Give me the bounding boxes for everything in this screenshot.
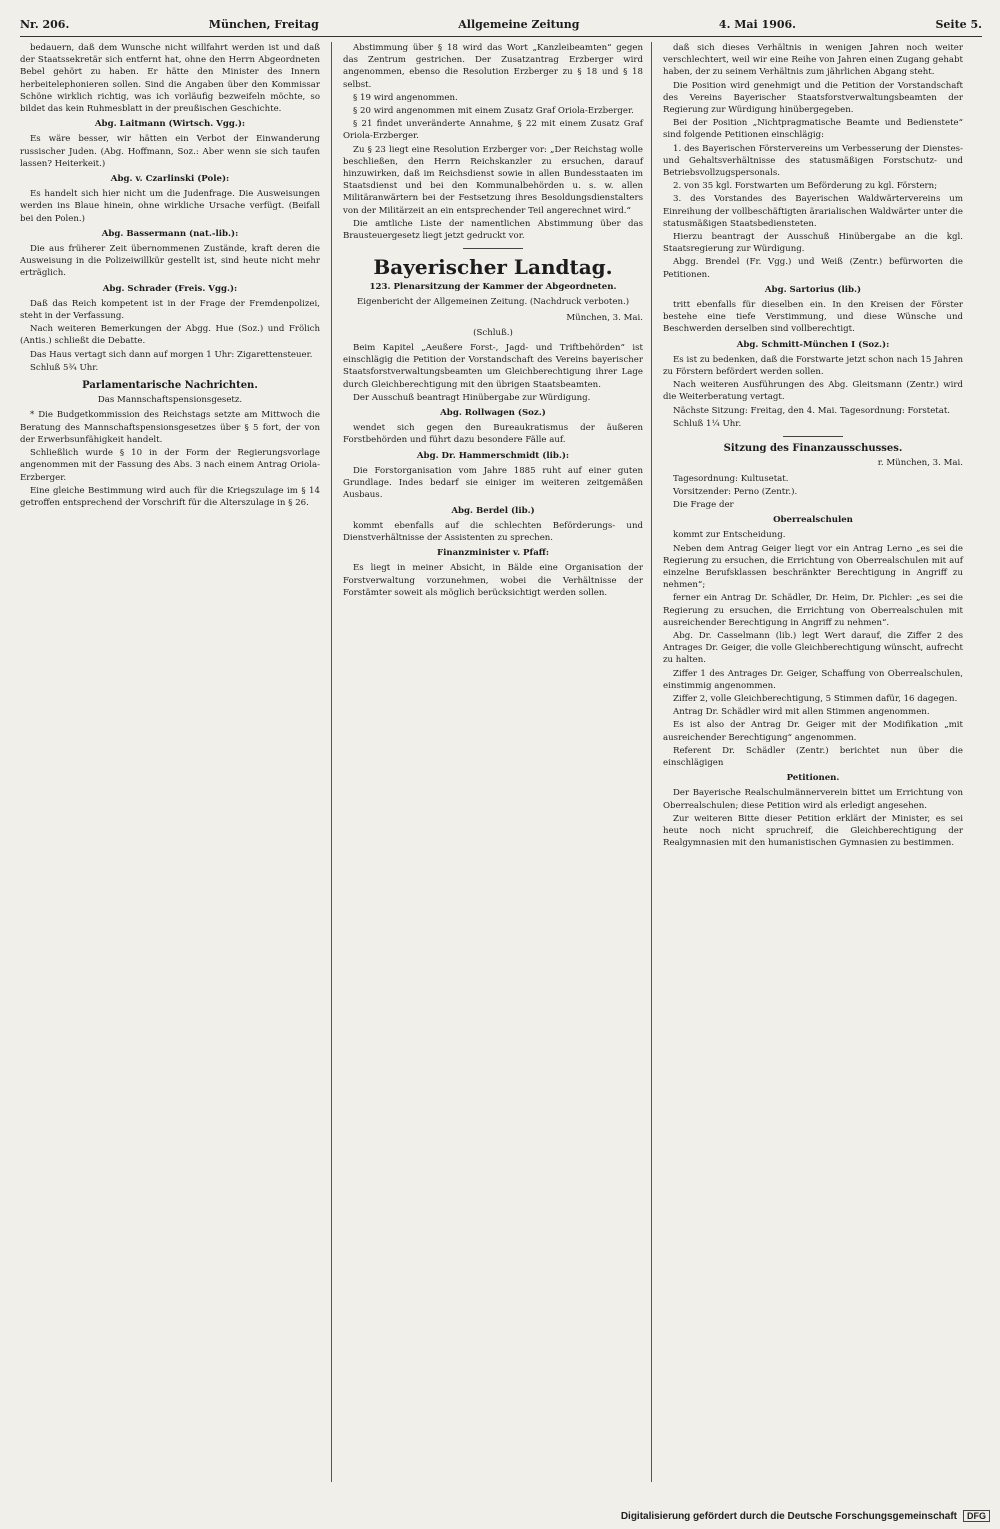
dfg-logo: DFG	[963, 1510, 990, 1522]
paragraph: Schließlich wurde § 10 in der Form der Regierungsvorlage angenommen mit der Fassung des Abs. 3 nach einem Antrag Oriola-Erzberger.	[20, 448, 320, 483]
digitization-footer	[600, 1506, 990, 1526]
column-1	[20, 42, 320, 510]
speaker-heading: Abg. Berdel (lib.)	[451, 505, 535, 516]
paragraph: § 21 findet unveränderte Annahme, § 22 mit einem Zusatz Graf Oriola-Erzberger.	[343, 119, 643, 142]
section-subheading: Das Mannschaftspensionsgesetz.	[97, 395, 243, 406]
report-note: Eigenbericht der Allgemeinen Zeitung. (Nachdruck verboten.)	[356, 297, 630, 308]
speaker-heading: Abg. Bassermann (nat.-lib.):	[101, 228, 239, 239]
paragraph: § 19 wird angenommen.	[353, 92, 458, 103]
paragraph: Es ist also der Antrag Dr. Geiger mit der Modifikation „mit ausreichender Berechtigung“ angenommen.	[663, 720, 963, 743]
sitting-heading: 123. Plenarsitzung der Kammer der Abgeordneten.	[369, 282, 617, 293]
paragraph: Abgg. Brendel (Fr. Vgg.) und Weiß (Zentr.) befürworten die Petitionen.	[663, 257, 963, 280]
page-number: Seite 5.	[935, 17, 982, 31]
paragraph: bedauern, daß dem Wunsche nicht willfahrt werden ist und daß der Staatssekretär sich entfernt hat, ohne den Herrn Abgeordneten Bebel gehört zu haben. Er hätte den Minister des Innern herbeitelephonieren sollen. Sind die Angaben über den Kommissar Schöne wirklich richtig, was ich vorläufig bezweifeln möchte, so bildet das kein Ruhmesblatt in der preußischen Geschichte.	[20, 43, 320, 115]
issue-number: Nr. 206.	[20, 17, 70, 31]
paragraph: tritt ebenfalls für dieselben ein. In den Kreisen der Förster bestehe eine tiefe Verstimmung, und diese Wünsche und Beschwerden derselben sind vollberechtigt.	[663, 300, 963, 335]
footer-text: Digitalisierung gefördert durch die Deutsche Forschungsgemeinschaft	[620, 1510, 957, 1522]
paragraph: Vorsitzender: Perno (Zentr.).	[673, 486, 798, 497]
paragraph: Zu § 23 liegt eine Resolution Erzberger vor: „Der Reichstag wolle beschließen, den Herrn Reichskanzler zu ersuchen, darauf hinzuwirken, daß im Reichsdienst sowie in allen Bundesstaaten im Staatsdienst und bei den Kommunalbehörden u. s. w. allen Militäranwärtern bei der Festsetzung ihres Besoldungsdienstalters von der Militärzeit an ein entsprechender Teil angerechnet wird.“	[343, 144, 643, 216]
paragraph: Die aus früherer Zeit übernommenen Zustände, kraft deren die Ausweisung in die Polizeiwillkür gestellt ist, sind heute nicht mehr erträglich.	[20, 244, 320, 279]
paragraph: Antrag Dr. Schädler wird mit allen Stimmen angenommen.	[673, 707, 930, 718]
paragraph: Abg. Dr. Casselmann (lib.) legt Wert darauf, die Ziffer 2 des Antrages Dr. Geiger, die volle Gleichberechtigung wünscht, aufrecht zu halten.	[663, 630, 963, 666]
paragraph: Zur weiteren Bitte dieser Petition erklärt der Minister, es sei heute noch nicht spruchreif, die Gleichberechtigung der Realgymnasien mit den humanistischen Gymnasien zu bestimmen.	[663, 813, 963, 849]
header-rule	[20, 36, 982, 37]
article-title: Bayerischer Landtag.	[373, 255, 613, 280]
dateline: München, 3. Mai.	[566, 312, 643, 323]
paragraph: Beim Kapitel „Aeußere Forst-, Jagd- und Triftbehörden“ ist einschlägig die Petition der Vorstandschaft des Vereins bayerischer Staatsforstverwaltungsbeamten um Gleichberechtigung ihrer Lage durch Gleichberechtigung mit den übrigen Staatsbeamten.	[343, 343, 643, 390]
paragraph: Schluß 1¼ Uhr.	[673, 418, 742, 429]
speaker-heading: Abg. Laitmann (Wirtsch. Vgg.):	[94, 119, 246, 130]
divider	[783, 436, 843, 437]
section-heading: Parlamentarische Nachrichten.	[82, 380, 258, 392]
paragraph: Tagesordnung: Kultusetat.	[673, 473, 789, 484]
paragraph: daß sich dieses Verhältnis in wenigen Jahren noch weiter verschlechtert, weil wir eine Reihe von Jahren einen Zugang gehabt haben, der zu seinem Verhältnis zum jährlichen Abgang steht.	[663, 43, 963, 78]
paragraph: Referent Dr. Schädler (Zentr.) berichtet nun über die einschlägigen	[663, 745, 963, 768]
speaker-heading: Abg. Schrader (Freis. Vgg.):	[102, 283, 238, 294]
divider	[463, 248, 523, 249]
place-date: München, Freitag	[208, 17, 319, 31]
speaker-heading: Abg. Schmitt-München I (Soz.):	[736, 339, 890, 350]
speaker-heading: Abg. v. Czarlinski (Pole):	[110, 174, 230, 185]
continuation-note: (Schluß.)	[473, 327, 513, 338]
paragraph: kommt ebenfalls auf die schlechten Beförderungs- und Dienstverhältnisse der Assistenten zu sprechen.	[343, 520, 643, 543]
paragraph: Es wäre besser, wir hätten ein Verbot der Einwanderung russischer Juden. (Abg. Hoffmann, Soz.: Aber wenn sie sich taufen lassen? Heiterkeit.)	[20, 134, 320, 169]
paragraph: Neben dem Antrag Geiger liegt vor ein Antrag Lerno „es sei die Regierung zu ersuchen, die Errichtung von Oberrealschulen mit auf einzelne Berufsklassen beschränkter Berechtigung in Angriff zu nehmen“;	[663, 543, 963, 591]
speaker-heading: Finanzminister v. Pfaff:	[436, 548, 550, 559]
paragraph: Die amtliche Liste der namentlichen Abstimmung über das Brausteuergesetz liegt jetzt gedruckt vor.	[343, 218, 643, 242]
section-heading: Sitzung des Finanzausschusses.	[723, 443, 903, 455]
column-divider-1	[331, 42, 332, 1482]
paragraph: Ziffer 2, volle Gleichberechtigung, 5 Stimmen dafür, 16 dagegen.	[673, 693, 958, 704]
list-item: 1. des Bayerischen Förstervereins um Verbesserung der Dienstes- und Gehaltsverhältnisse des statusmäßigen Forstschutz- und Betriebsvollzugspersonals.	[663, 143, 963, 179]
paragraph: * Die Budgetkommission des Reichstags setzte am Mittwoch die Beratung des Mannschaftspensionsgesetzes über § 5 fort, der von der Erwerbsunfähigkeit handelt.	[20, 410, 320, 445]
speaker-heading: Abg. Sartorius (lib.)	[764, 284, 862, 295]
paragraph: Schluß 5¾ Uhr.	[30, 362, 99, 373]
newspaper-title: Allgemeine Zeitung	[458, 17, 580, 31]
paragraph: Die Frage der	[673, 499, 734, 510]
paragraph: Es liegt in meiner Absicht, in Bälde eine Organisation der Forstverwaltung vorzunehmen, wobei die Verhältnisse der Forstämter soweit als möglich berücksichtigt werden sollen.	[343, 563, 643, 598]
paragraph: Bei der Position „Nichtpragmatische Beamte und Bedienstete“ sind folgende Petitionen einschlägig:	[663, 118, 963, 141]
column-3	[663, 42, 963, 850]
column-divider-2	[651, 42, 652, 1482]
dateline: r. München, 3. Mai.	[877, 458, 963, 469]
paragraph: Nach weiteren Bemerkungen der Abgg. Hue (Soz.) und Frölich (Antis.) schließt die Debatte.	[20, 324, 320, 347]
paragraph: wendet sich gegen den Bureaukratismus der äußeren Forstbehörden und führt dazu besondere Fälle auf.	[343, 423, 643, 446]
paragraph: Daß das Reich kompetent ist in der Frage der Fremdenpolizei, steht in der Verfassung.	[20, 298, 320, 322]
speaker-heading: Abg. Dr. Hammerschmidt (lib.):	[416, 450, 570, 461]
paragraph: Ziffer 1 des Antrages Dr. Geiger, Schaffung von Oberrealschulen, einstimmig angenommen.	[663, 668, 963, 691]
paragraph: Nach weiteren Ausführungen des Abg. Gleitsmann (Zentr.) wird die Weiterberatung vertagt.	[663, 380, 963, 403]
topic-heading: Petitionen.	[786, 773, 840, 784]
list-item: 2. von 35 kgl. Forstwarten um Beförderung zu kgl. Förstern;	[673, 181, 938, 192]
paragraph: ferner ein Antrag Dr. Schädler, Dr. Heim, Dr. Pichler: „es sei die Regierung zu ersuchen, die Errichtung von Oberrealschulen mit ausreichender Berechtigung in Angriff zu nehmen“.	[663, 593, 963, 628]
column-2	[343, 42, 643, 600]
paragraph: Nächste Sitzung: Freitag, den 4. Mai. Tagesordnung: Forstetat.	[673, 405, 951, 416]
paragraph: Es handelt sich hier nicht um die Judenfrage. Die Ausweisungen werden ins Blaue hinein, ohne wirkliche Ursache verfügt. (Beifall bei den Polen.)	[20, 189, 320, 224]
paragraph: Der Bayerische Realschulmännerverein bittet um Errichtung von Oberrealschulen; diese Petition wird als erledigt angesehen.	[663, 788, 963, 811]
topic-heading: Oberrealschulen	[773, 515, 853, 526]
paragraph: kommt zur Entscheidung.	[673, 530, 786, 541]
page-header	[20, 14, 982, 34]
paragraph: Die Position wird genehmigt und die Petition der Vorstandschaft des Vereins Bayerischer Staatsforstverwaltungsbeamten der Regierung zur Würdigung hinübergegeben.	[663, 80, 963, 116]
speaker-heading: Abg. Rollwagen (Soz.)	[440, 408, 546, 419]
paragraph: Es ist zu bedenken, daß die Forstwarte jetzt schon nach 15 Jahren zu Förstern befördert werden sollen.	[663, 354, 963, 378]
paragraph: Eine gleiche Bestimmung wird auch für die Kriegszulage im § 14 getroffen entsprechend der Vorschrift für die Alterszulage in § 26.	[20, 485, 320, 508]
paragraph: Abstimmung über § 18 wird das Wort „Kanzleibeamten“ gegen das Zentrum gestrichen. Der Zusatzantrag Erzberger wird angenommen, ebenso die Resolution Erzberger zu § 18 und § 18 selbst.	[343, 43, 643, 90]
paragraph: § 20 wird angenommen mit einem Zusatz Graf Oriola-Erzberger.	[353, 106, 634, 117]
issue-date: 4. Mai 1906.	[718, 17, 796, 31]
paragraph: Das Haus vertagt sich dann auf morgen 1 Uhr: Zigarettensteuer.	[30, 349, 313, 360]
list-item: 3. des Vorstandes des Bayerischen Waldwärtervereins um Einreihung der vollbeschäftigten ärarialischen Waldwärter unter die statusmäßigen Staatsbediensteten.	[663, 194, 963, 229]
paragraph: Hierzu beantragt der Ausschuß Hinübergabe an die kgl. Staatsregierung zur Würdigung.	[663, 232, 963, 255]
paragraph: Der Ausschuß beantragt Hinübergabe zur Würdigung.	[353, 392, 591, 403]
paragraph: Die Forstorganisation vom Jahre 1885 ruht auf einer guten Grundlage. Indes bedarf sie einiger im weiteren zeitgemäßen Ausbaus.	[343, 465, 643, 501]
